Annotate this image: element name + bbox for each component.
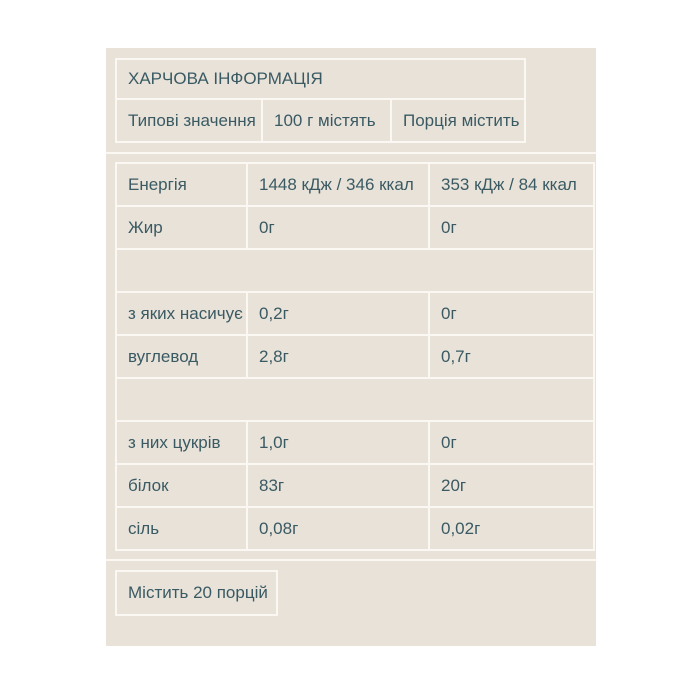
nutrition-table: [115, 162, 595, 551]
row-label: з них цукрів: [116, 421, 247, 464]
value-per-portion: 0,02г: [429, 507, 594, 550]
value-per-100g: 83г: [247, 464, 429, 507]
nutrition-panel: [106, 48, 596, 646]
servings-note: Містить 20 порцій: [115, 570, 278, 616]
header-title-row: [116, 59, 525, 99]
value-per-100g: 0,2г: [247, 292, 429, 335]
value-per-100g: 0,08г: [247, 507, 429, 550]
row-label: вуглевод: [116, 335, 247, 378]
table-row-spacer: [116, 378, 594, 421]
table-row-protein: [116, 464, 594, 507]
col-header-per-portion: Порція містить: [391, 99, 525, 142]
section-divider: [106, 559, 596, 561]
value-per-100g: 1448 кДж / 346 ккал: [247, 163, 429, 206]
row-label: Жир: [116, 206, 247, 249]
row-label: з яких насичує: [116, 292, 247, 335]
value-per-100g: 1,0г: [247, 421, 429, 464]
section-divider: [106, 152, 596, 154]
row-label: білок: [116, 464, 247, 507]
table-row-carbohydrate: [116, 335, 594, 378]
value-per-portion: 20г: [429, 464, 594, 507]
table-row-salt: [116, 507, 594, 550]
table-row-energy: [116, 163, 594, 206]
row-label: Енергія: [116, 163, 247, 206]
value-per-portion: 353 кДж / 84 ккал: [429, 163, 594, 206]
spacer-cell: [116, 249, 594, 292]
value-per-portion: 0,7г: [429, 335, 594, 378]
value-per-100g: 0г: [247, 206, 429, 249]
table-row-spacer: [116, 249, 594, 292]
spacer-cell: [116, 378, 594, 421]
table-row-fat: [116, 206, 594, 249]
header-columns-row: [116, 99, 525, 142]
table-row-saturates: [116, 292, 594, 335]
table-row-sugars: [116, 421, 594, 464]
nutrition-header: [115, 58, 526, 143]
row-label: сіль: [116, 507, 247, 550]
nutrition-title: ХАРЧОВА ІНФОРМАЦІЯ: [116, 59, 525, 99]
value-per-100g: 2,8г: [247, 335, 429, 378]
col-header-typical-values: Типові значення: [116, 99, 262, 142]
value-per-portion: 0г: [429, 206, 594, 249]
value-per-portion: 0г: [429, 292, 594, 335]
col-header-per-100g: 100 г містять: [262, 99, 391, 142]
value-per-portion: 0г: [429, 421, 594, 464]
